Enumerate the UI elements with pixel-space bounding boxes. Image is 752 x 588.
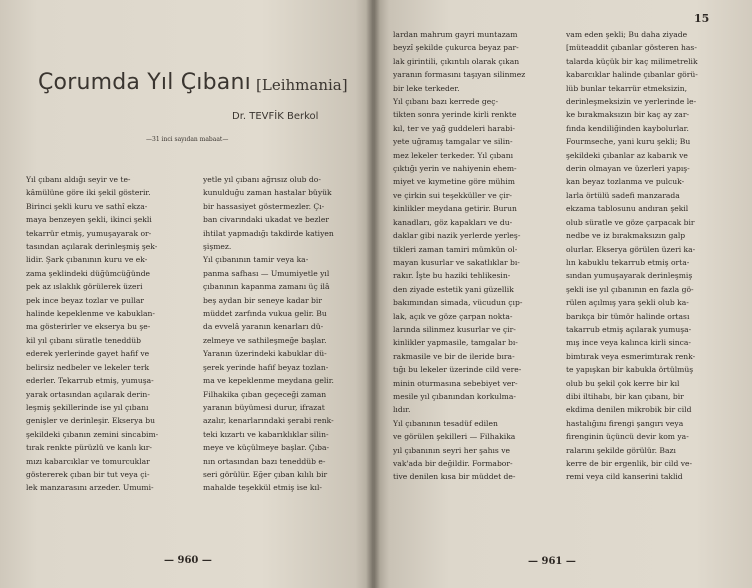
left-column-2 [203,173,359,495]
text-line: ve çirkin sui teşekküller ve çir- [393,190,512,200]
text-line: mızı kabarcıklar ve tomurcuklar [26,456,150,466]
text-line: yetle yıl çıbanı ağrısız olub do- [203,175,321,184]
right-page [374,0,752,588]
text-line: yaranın formasını taşıyan silinmez [393,70,526,80]
text-line: lın kabuklu tekarrub etmiş orta- [566,257,690,267]
text-line: tikleri zaman tamiri mümkün ol- [393,244,518,254]
text-line: remi veya cild kanserini taklid [566,472,683,482]
text-line: Filhakika çıban geçeceği zaman [203,389,327,399]
text-line: tive denilen kısa bir müddet de- [393,472,516,482]
text-line: şekildeki çıbanın zemini sincabim- [26,429,159,439]
text-line: bakımından simada, vücudun çıp- [393,298,523,308]
text-line: fında kendiliğinden kaybolurlar. [566,123,689,133]
text-line: larla örtülü sadefi manzarada [566,190,680,200]
text-line: olub bu şekil çok kerre bir kıl [566,378,680,388]
continued-note: —31 inci sayıdan mabaat— [146,136,229,143]
text-line: pek ince beyaz tozlar ve pullar [26,295,145,305]
text-line: sından yumuşayarak derinleşmiş [566,271,693,281]
text-line: belirsiz nedbeler ve lekeler terk [26,362,150,372]
text-line: çıktığı yerin ve nahiyenin ehem- [393,164,517,174]
text-line: Yaranın üzerindeki kabuklar dü- [203,349,327,359]
text-line: takarrub etmiş açılarak yumuşa- [566,324,692,334]
text-line: nedbe ve iz bırakmaksızın galp [566,231,686,241]
text-line: derinleşmeksizin ve yerlerinde le- [566,97,697,107]
text-line: minin oturmasına sebebiyet ver- [393,378,518,388]
text-line: ke bırakmaksızın bir kaç ay zar- [566,110,690,120]
text-line: kunulduğu zaman hastalar büyük [203,188,332,198]
text-line: ederler. Tekarrub etmiş, yumuşa- [26,376,154,386]
text-line: [müteaddit çıbanlar gösteren has- [566,43,697,53]
text-line: barıkça bir tümör halinde ortası [566,311,690,321]
text-line: kıl, ter ve yağ guddeleri harabi- [393,123,515,133]
text-line: kerre de bir ergenlik, bir cild ve- [566,459,693,468]
text-line: azalır, kenarlarındaki şerabi renk- [203,416,334,426]
text-line: yaranın büyümesi durur, ifrazat [203,402,325,412]
text-line: daklar gibi nazik yerlerde yerleş- [393,231,521,241]
right-column-2 [566,28,726,484]
text-line: bir leke terkeder. [393,83,460,93]
text-line: mahalde teşekkül etmiş ise kıl- [203,483,322,493]
text-line: nın ortasından bazı teneddüb e- [203,456,326,466]
text-line: beyzî şekilde çukurca beyaz par- [393,43,519,53]
text-line: müddet zarfında vukua gelir. Bu [203,309,327,319]
text-line: miyet ve kıymetine göre mühim [393,177,515,187]
left-column-1 [26,173,186,495]
text-line: göstererek çıban bir tut veya çi- [26,469,150,479]
text-line: bimtırak veya esmerimtırak renk- [566,351,696,361]
text-line: rakır. İşte bu haziki tehlikesin- [393,271,511,281]
text-line: tekarrür etmiş, yumuşayarak or- [26,228,152,238]
text-line: halinde kepeklenme ve kabuklan- [26,309,156,319]
text-line: lak, açık ve göze çarpan nokta- [393,311,513,321]
text-line: kâmülüne göre iki şekil gösterir. [26,188,151,198]
text-line: Yıl çıbanı aldığı seyir ve te- [26,175,131,184]
text-line: mış ince veya kalınca kirli sinca- [566,338,692,348]
text-line: firenginin üçüncü devir kom ya- [566,432,689,442]
text-line: kanadları, göz kapakları ve du- [393,217,513,227]
text-line: şekildeki çıbanlar az kabarık ve [566,150,688,160]
text-line: kil yıl çıbanı süratle teneddüb [26,335,141,345]
text-line: şişmez. [203,242,232,252]
text-line: mayan kusurlar ve sakatlıklar bı- [393,257,520,267]
text-line: ralarını şekilde görülür. Bazı [566,445,676,455]
text-line: kinlikler yapmasile, tamgalar bı- [393,338,518,348]
top-page-number: 15 [694,12,710,25]
text-line: şerek yerinde hafif beyaz tozlan- [203,362,329,372]
text-line: kan beyaz tozlanma ve pulcuk- [566,177,685,187]
text-line: ma ve kepeklenme meydana gelir. [203,376,334,386]
text-line: zama şeklindeki düğümcüğünde [26,268,151,278]
left-page [0,0,374,588]
text-line: larında silinmez kusurlar ve çir- [393,324,516,334]
text-line: vam eden şekli; Bu daha ziyade [566,30,688,39]
text-line: vak'ada bir değildir. Formabor- [393,459,513,468]
text-line: ve görülen şekilleri — Filhakika [393,432,516,442]
article-subtitle: [Leihmania] [256,76,348,94]
text-line: yıl çıbanının seyri her şahıs ve [393,445,510,455]
text-line: tığı bu lekeler üzerinde cild vere- [393,365,522,375]
article-title: Çorumda Yıl Çıbanı [38,70,251,95]
text-line: Yıl çıbanının tamir veya ka- [203,255,309,265]
text-line: ekdima denilen mikrobik bir cild [566,405,692,415]
text-line: zelmeye ve sathileşmeğe başlar. [203,335,327,345]
text-line: te yapışkan bir kabukla örtülmüş [566,365,694,375]
text-line: teki kızartı ve kabarıklıklar silin- [203,429,329,439]
text-line: lak girintili, çıkıntılı olarak çıkan [393,56,520,66]
text-line: yete uğramış tamgalar ve silin- [393,137,513,147]
text-line: leşmiş şekillerinde ise yıl çıbanı [26,402,149,412]
text-line: ekzama tablosunu andıran şekil [566,204,689,214]
text-line: lidir. Şark çıbanının kuru ve ek- [26,255,148,265]
text-line: lek manzarasını arzeder. Umumi- [26,483,154,493]
text-line: lüb bunlar tekarrür etmeksizin, [566,83,688,93]
text-line: Yıl çıbanının tesadüf edilen [393,418,498,428]
text-line: tasından açılarak derinleşmiş şek- [26,242,158,252]
text-line: mez lekeler terkeder. Yıl çıbanı [393,150,514,160]
text-line: beş aydan bir seneye kadar bir [203,295,322,305]
text-line: dibi iltihabı, bir kan çıbanı, bir [566,391,684,401]
text-line: Yıl çıbanı bazı kerrede geç- [393,97,499,107]
text-line: ban civarındaki ukadat ve bezler [203,215,329,225]
text-line: olurlar. Ekserya görülen üzeri ka- [566,244,696,254]
text-line: derin olmayan ve üzerleri yapış- [566,164,690,174]
text-line: genişler ve derinleşir. Ekserya bu [26,416,156,426]
text-line: tikten sonra yerinde kirli renkte [393,110,517,120]
right-column-1 [393,28,551,484]
text-line: lıdır. [393,405,411,415]
text-line: Fourmseche, yani kuru şekli; Bu [566,137,691,147]
text-line: den ziyade estetik yani güzellik [393,284,514,294]
text-line: seri görülür. Eğer çıban kılılı bir [203,469,328,479]
text-line: kabarcıklar halinde çıbanlar görü- [566,70,698,80]
text-line: çıbanının kapanma zamanı üç ilâ [203,282,330,292]
text-line: bir hassasiyet göstermezler. Çı- [203,201,325,211]
text-line: maya benzeyen şekli, ikinci şekli [26,215,152,225]
text-line: panma safhası — Umumiyetle yıl [203,268,330,278]
text-line: mesile yıl çıbanından korkulma- [393,391,516,401]
text-line: kinlikler meydana getirir. Burun [393,204,517,214]
text-line: şekli ise yıl çıbanının en fazla gö- [566,284,694,294]
text-line: Birinci şekli kuru ve sathî ekza- [26,201,148,211]
text-line: talarda küçük bir kaç milimetrelik [566,56,698,66]
text-line: tırak renkte pürüzlü ve kanlı kır- [26,443,152,453]
article-author: Dr. TEVFİK Berkol [232,111,319,122]
text-line: lardan mahrum gayri muntazam [393,30,518,39]
text-line: meye ve küçülmeye başlar. Çıba- [203,443,330,453]
text-line: ma gösterirler ve ekserya bu şe- [26,322,151,332]
left-page-number: — 960 — [164,555,212,566]
text-line: da evvelâ yaranın kenarları dü- [203,322,324,332]
text-line: ederek yerlerinde gayet hafif ve [26,349,150,359]
text-line: hastalığını firengi şangırı veya [566,418,684,428]
text-line: pek az ıslaklık görülerek üzeri [26,282,143,292]
text-line: rülen açılmış yara şekli olub ka- [566,298,689,308]
right-page-number: — 961 — [528,556,576,567]
book-gutter [366,0,380,588]
text-line: olub süratle ve göze çarpacak bir [566,217,695,227]
text-line: yarak ortasından açılarak derin- [26,389,150,399]
text-line: rakmasile ve bir de ileride bıra- [393,351,515,361]
text-line: ihtilat yapmadığı takdirde katiyen [203,228,334,238]
